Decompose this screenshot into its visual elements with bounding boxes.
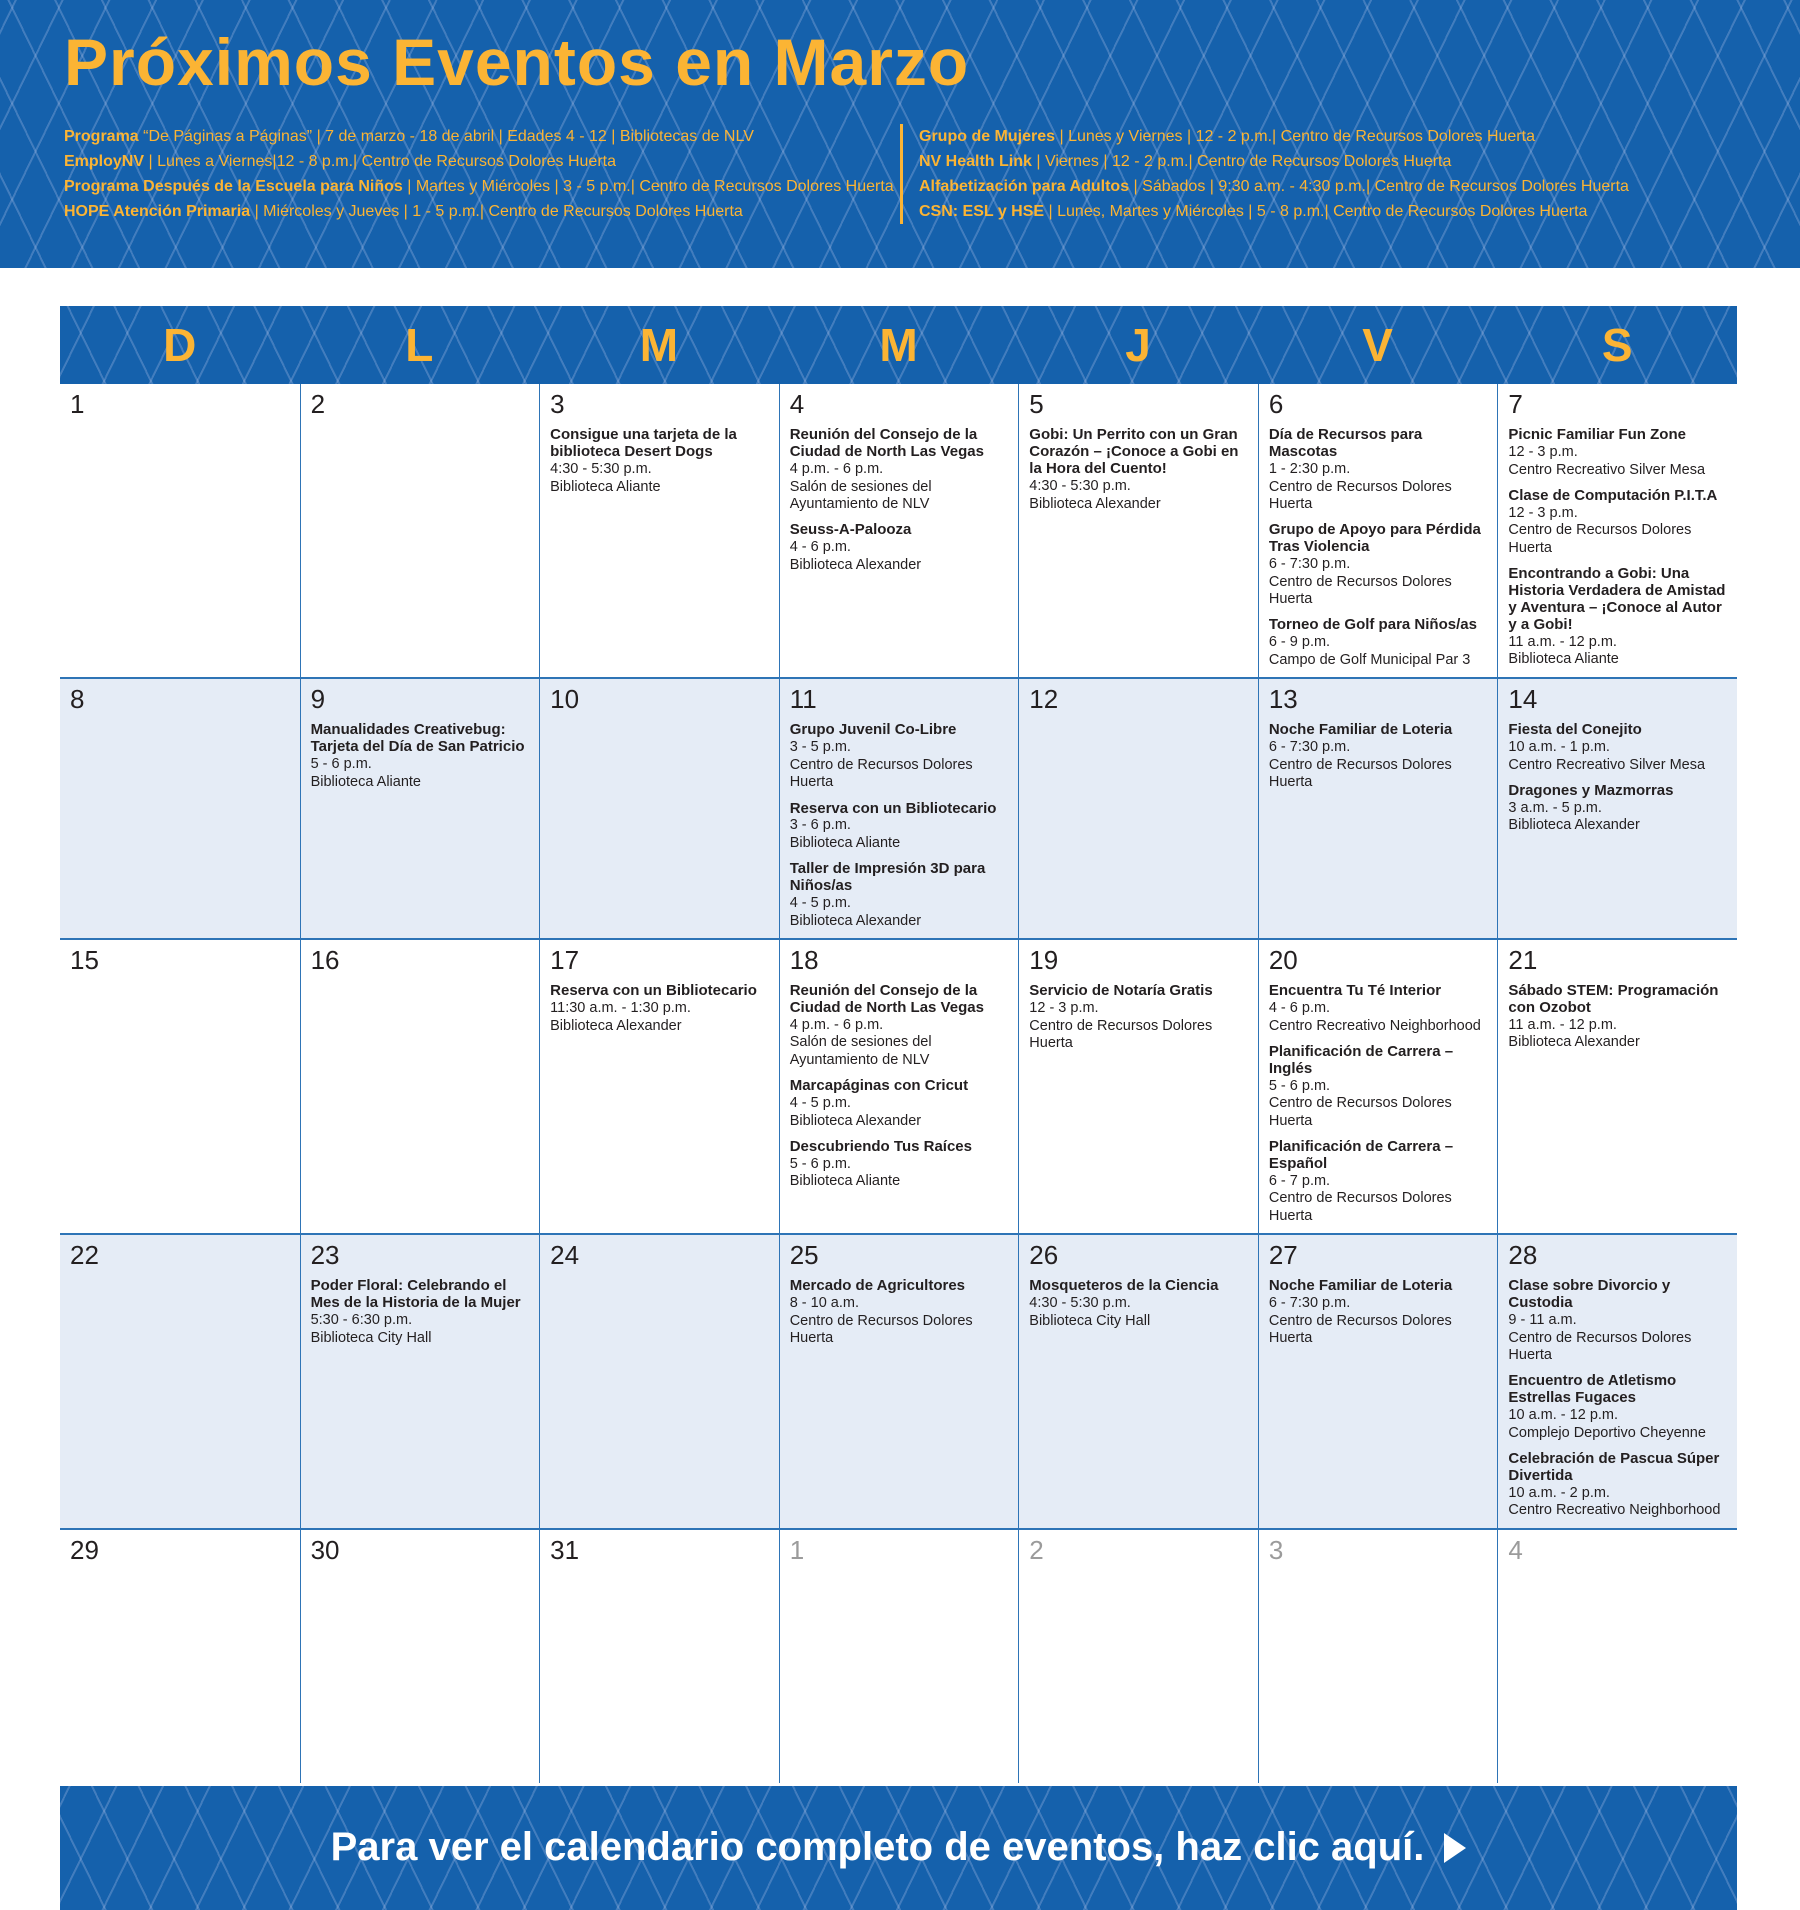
event <box>1508 566 1732 669</box>
event-location: Centro de Recursos Dolores Huerta <box>1508 1329 1692 1363</box>
day-cell <box>60 384 300 677</box>
event <box>790 427 1014 513</box>
event-location: Campo de Golf Municipal Par 3 <box>1268 651 1471 668</box>
day-number: 30 <box>310 1534 340 1565</box>
event-time: 3 a.m. - 5 p.m. <box>1508 800 1602 817</box>
event-location: Biblioteca Alexander <box>1508 817 1640 834</box>
program-name: Grupo de Mujeres <box>919 128 1060 145</box>
day-cell <box>779 1530 1019 1783</box>
day-cell <box>60 679 300 938</box>
day-number: 29 <box>70 1534 99 1565</box>
event-title: Poder Floral: Celebrando el Mes de la Historia de la Mujer <box>310 1277 521 1312</box>
day-cell <box>539 679 779 938</box>
weekday-letters <box>60 306 1737 384</box>
program-details: | Sábados | 9:30 a.m. - 4:30 p.m.| Centro de Recursos Dolores Huerta <box>1133 178 1629 195</box>
day-cell <box>300 1235 540 1528</box>
event-title: Grupo de Apoyo para Pérdida Tras Violencia <box>1268 521 1481 556</box>
event-location: Biblioteca Aliante <box>550 478 661 495</box>
event-time: 10 a.m. - 12 p.m. <box>1508 1407 1619 1424</box>
day-cell <box>1258 940 1498 1233</box>
event-time: 9 - 11 a.m. <box>1508 1312 1577 1329</box>
event-location: Biblioteca City Hall <box>310 1329 432 1346</box>
event-title: Servicio de Notaría Gratis <box>1029 982 1213 1000</box>
event-time: 5 - 6 p.m. <box>1268 1077 1331 1094</box>
program-details: | Lunes, Martes y Miércoles | 5 - 8 p.m.| Centro de Recursos Dolores Huerta <box>1048 203 1588 220</box>
week-row <box>60 1528 1737 1783</box>
program-name: Programa <box>64 128 144 145</box>
event <box>790 722 1014 791</box>
event-time: 4 - 6 p.m. <box>789 539 851 556</box>
day-number: 14 <box>1508 684 1538 715</box>
event-time: 4 p.m. - 6 p.m. <box>789 1017 884 1034</box>
event-title: Planificación de Carrera – Español <box>1268 1137 1454 1172</box>
event-title: Encontrando a Gobi: Una Historia Verdadera de Amistad y Aventura – ¡Conoce al Autor y a Gobi! <box>1508 565 1726 633</box>
day-number: 4 <box>1508 1534 1523 1565</box>
day-cell <box>779 1235 1019 1528</box>
event-title: Descubriendo Tus Raíces <box>789 1137 972 1155</box>
event-location: Biblioteca Aliante <box>1508 651 1619 668</box>
event <box>1508 783 1732 835</box>
event <box>1029 983 1253 1052</box>
program-line <box>919 174 1760 199</box>
event <box>1269 427 1493 513</box>
day-number: 2 <box>1029 1534 1044 1565</box>
event <box>311 722 535 791</box>
day-cell <box>1018 1235 1258 1528</box>
event-time: 5:30 - 6:30 p.m. <box>310 1312 413 1329</box>
event-title: Clase de Computación P.I.T.A <box>1508 487 1718 505</box>
event <box>1508 1451 1732 1520</box>
day-number: 20 <box>1268 944 1298 975</box>
event-time: 12 - 3 p.m. <box>1029 1000 1099 1017</box>
event-time: 11:30 a.m. - 1:30 p.m. <box>550 1000 691 1017</box>
event-title: Mercado de Agricultores <box>789 1277 966 1295</box>
event <box>1029 427 1253 513</box>
program-line <box>919 149 1760 174</box>
event-title: Seuss-A-Palooza <box>789 521 912 539</box>
event-title: Gobi: Un Perrito con un Gran Corazón – ¡Conoce a Gobi en la Hora del Cuento! <box>1029 426 1239 478</box>
program-name: Alfabetización para Adultos <box>919 178 1134 195</box>
day-cell <box>1018 384 1258 677</box>
day-number: 3 <box>550 389 565 419</box>
event <box>1508 722 1732 774</box>
event-title: Reunión del Consejo de la Ciudad de North Las Vegas <box>789 982 984 1017</box>
day-number: 26 <box>1029 1240 1059 1270</box>
event-time: 11 a.m. - 12 p.m. <box>1508 633 1617 650</box>
footer-link-text[interactable]: Para ver el calendario completo de eventos, haz clic aquí. <box>330 1825 1425 1870</box>
event-time: 3 - 5 p.m. <box>789 739 851 756</box>
program-name: CSN: ESL y HSE <box>919 203 1049 220</box>
program-line <box>919 199 1760 224</box>
day-number: 15 <box>70 944 99 975</box>
program-line <box>64 149 900 174</box>
day-cell <box>60 1530 300 1783</box>
event-time: 5 - 6 p.m. <box>310 756 372 773</box>
day-number: 1 <box>70 389 85 419</box>
day-number: 3 <box>1268 1534 1284 1565</box>
day-cell <box>1258 384 1498 677</box>
event-location: Biblioteca City Hall <box>1029 1312 1151 1329</box>
event-title: Grupo Juvenil Co-Libre <box>789 721 957 739</box>
event <box>1508 488 1732 557</box>
weekday-letter: J <box>1125 319 1151 371</box>
event <box>1269 1278 1493 1347</box>
event <box>790 1078 1014 1130</box>
event <box>1508 1373 1732 1442</box>
event-title: Celebración de Pascua Súper Divertida <box>1508 1450 1720 1484</box>
programs-left <box>64 124 900 224</box>
weekday-letter: M <box>639 319 679 371</box>
program-details: | Martes y Miércoles | 3 - 5 p.m.| Centro de Recursos Dolores Huerta <box>407 178 894 195</box>
program-details: “De Páginas a Páginas” | 7 de marzo - 18 de abril | Edades 4 - 12 | Bibliotecas de NLV <box>143 128 754 145</box>
day-cell <box>1497 1530 1737 1783</box>
event-location: Biblioteca Alexander <box>1029 495 1161 512</box>
event-location: Biblioteca Aliante <box>789 834 901 851</box>
event-title: Reserva con un Bibliotecario <box>550 982 757 1000</box>
event-location: Centro de Recursos Dolores Huerta <box>1508 522 1692 556</box>
event <box>1508 1278 1732 1364</box>
weekday-letter: M <box>879 319 918 371</box>
arrow-right-icon <box>1444 1833 1466 1863</box>
event-time: 4 - 6 p.m. <box>1268 1000 1331 1017</box>
day-cell <box>300 679 540 938</box>
programs-right <box>900 124 1760 224</box>
event-time: 1 - 2:30 p.m. <box>1268 461 1351 478</box>
week-row <box>60 938 1737 1233</box>
event-title: Fiesta del Conejito <box>1508 721 1642 739</box>
day-cell <box>1258 679 1498 938</box>
event-time: 12 - 3 p.m. <box>1508 504 1578 521</box>
event-title: Manualidades Creativebug: Tarjeta del Día de San Patricio <box>310 721 525 756</box>
event-time: 6 - 7:30 p.m. <box>1268 739 1351 756</box>
event-title: Taller de Impresión 3D para Niños/as <box>789 860 986 895</box>
day-number: 7 <box>1508 389 1523 419</box>
day-cell <box>539 1235 779 1528</box>
day-number: 2 <box>310 389 326 419</box>
day-number: 31 <box>550 1534 580 1565</box>
event-location: Salón de sesiones del Ayuntamiento de NLV <box>789 478 932 512</box>
day-number: 19 <box>1029 944 1059 975</box>
event-title: Noche Familiar de Loteria <box>1268 721 1453 739</box>
day-cell <box>779 679 1019 938</box>
day-cell <box>300 384 540 677</box>
event-location: Centro Recreativo Silver Mesa <box>1508 756 1706 773</box>
day-cell <box>779 384 1019 677</box>
event <box>550 427 774 496</box>
calendar-grid <box>60 384 1737 1783</box>
day-cell <box>1018 940 1258 1233</box>
day-number: 18 <box>789 944 819 975</box>
day-number: 13 <box>1268 684 1298 715</box>
program-details: | Viernes | 12 - 2 p.m.| Centro de Recursos Dolores Huerta <box>1036 153 1452 170</box>
event <box>790 801 1014 853</box>
event <box>550 983 774 1035</box>
day-number: 28 <box>1508 1240 1538 1270</box>
day-number: 21 <box>1508 944 1538 975</box>
event-time: 4:30 - 5:30 p.m. <box>1029 1295 1131 1312</box>
weekday-letter: V <box>1362 319 1393 371</box>
event-location: Centro Recreativo Neighborhood <box>1508 1502 1721 1519</box>
weekday-header <box>60 306 1737 384</box>
event-time: 6 - 7 p.m. <box>1268 1172 1331 1189</box>
day-cell <box>539 384 779 677</box>
event-time: 11 a.m. - 12 p.m. <box>1508 1017 1617 1034</box>
program-details: | Lunes a Viernes|12 - 8 p.m.| Centro de Recursos Dolores Huerta <box>148 153 616 170</box>
day-number: 4 <box>789 389 805 419</box>
event-location: Biblioteca Alexander <box>789 1112 922 1129</box>
event-time: 4 p.m. - 6 p.m. <box>789 461 884 478</box>
event-location: Centro de Recursos Dolores Huerta <box>1268 1312 1452 1347</box>
event-time: 6 - 7:30 p.m. <box>1268 556 1351 573</box>
event <box>1269 522 1493 608</box>
program-name: NV Health Link <box>919 153 1037 170</box>
day-number: 6 <box>1268 389 1284 419</box>
program-name: Programa Después de la Escuela para Niños <box>64 178 408 195</box>
event-title: Reserva con un Bibliotecario <box>789 799 997 817</box>
page-title: Próximos Eventos en Marzo <box>64 25 970 99</box>
program-name: HOPE Atención Primaria <box>64 203 255 220</box>
event-title: Mosqueteros de la Ciencia <box>1029 1277 1219 1295</box>
event-title: Encuentro de Atletismo Estrellas Fugaces <box>1508 1372 1677 1407</box>
event-time: 5 - 6 p.m. <box>789 1155 851 1172</box>
header <box>0 0 1800 268</box>
event <box>790 983 1014 1069</box>
event <box>1029 1278 1253 1330</box>
event <box>1269 1044 1493 1130</box>
event-title: Reunión del Consejo de la Ciudad de North Las Vegas <box>789 426 984 461</box>
event-location: Centro de Recursos Dolores Huerta <box>1268 573 1452 607</box>
day-cell <box>539 940 779 1233</box>
program-line <box>64 174 900 199</box>
day-number: 24 <box>550 1240 580 1270</box>
day-cell <box>300 1530 540 1783</box>
day-cell <box>1497 1235 1737 1528</box>
week-row <box>60 1233 1737 1528</box>
event-location: Biblioteca Alexander <box>789 556 922 573</box>
event-location: Centro de Recursos Dolores Huerta <box>1268 756 1452 791</box>
event-location: Centro de Recursos Dolores Huerta <box>1268 1190 1452 1224</box>
event-location: Centro Recreativo Silver Mesa <box>1508 461 1706 478</box>
day-cell <box>539 1530 779 1783</box>
program-details: | Miércoles y Jueves | 1 - 5 p.m.| Centro de Recursos Dolores Huerta <box>254 203 743 220</box>
footer-link-banner[interactable] <box>60 1786 1737 1910</box>
day-cell <box>1018 1530 1258 1783</box>
recurring-programs <box>64 124 1760 224</box>
event-title: Marcapáginas con Cricut <box>789 1077 969 1095</box>
weekday-letter: L <box>405 319 434 371</box>
event-location: Centro de Recursos Dolores Huerta <box>789 756 973 791</box>
day-cell <box>1497 384 1737 677</box>
weekday-letter: S <box>1601 319 1633 371</box>
day-number: 23 <box>310 1240 340 1270</box>
event-time: 10 a.m. - 1 p.m. <box>1508 739 1610 756</box>
day-number: 11 <box>789 684 817 715</box>
event-title: Clase sobre Divorcio y Custodia <box>1508 1277 1671 1312</box>
event-time: 4:30 - 5:30 p.m. <box>1029 478 1131 495</box>
event <box>790 522 1014 574</box>
event-location: Salón de sesiones del Ayuntamiento de NLV <box>789 1034 932 1068</box>
program-line <box>919 124 1760 149</box>
event-location: Biblioteca Aliante <box>310 773 421 790</box>
day-number: 12 <box>1029 684 1059 715</box>
event-location: Centro de Recursos Dolores Huerta <box>789 1312 973 1347</box>
event <box>1508 427 1732 479</box>
day-number: 9 <box>310 684 326 715</box>
day-cell <box>1258 1235 1498 1528</box>
event-title: Consigue una tarjeta de la biblioteca Desert Dogs <box>550 426 737 461</box>
event <box>790 1139 1014 1191</box>
day-number: 5 <box>1029 389 1044 419</box>
weekday-letter: D <box>163 319 197 371</box>
event-location: Centro de Recursos Dolores Huerta <box>1029 1017 1213 1051</box>
day-number: 1 <box>789 1534 805 1565</box>
day-number: 8 <box>70 684 85 715</box>
event-time: 12 - 3 p.m. <box>1508 444 1578 461</box>
day-number: 25 <box>789 1240 819 1270</box>
event <box>790 861 1014 930</box>
event-time: 4 - 5 p.m. <box>789 1095 851 1112</box>
event-title: Día de Recursos para Mascotas <box>1268 426 1423 461</box>
event-location: Biblioteca Alexander <box>789 912 922 929</box>
event-time: 3 - 6 p.m. <box>789 817 851 834</box>
day-number: 22 <box>70 1240 99 1270</box>
day-number: 16 <box>310 944 340 975</box>
event <box>311 1278 535 1347</box>
event-title: Noche Familiar de Loteria <box>1268 1277 1453 1295</box>
event-title: Picnic Familiar Fun Zone <box>1508 426 1686 444</box>
day-cell <box>1497 940 1737 1233</box>
program-name: EmployNV <box>64 153 149 170</box>
event-title: Encuentra Tu Té Interior <box>1268 982 1442 1000</box>
event <box>1269 983 1493 1035</box>
event-time: 4:30 - 5:30 p.m. <box>550 461 652 478</box>
day-cell <box>60 940 300 1233</box>
event-title: Sábado STEM: Programación con Ozobot <box>1508 982 1719 1017</box>
week-row <box>60 677 1737 938</box>
event-time: 6 - 7:30 p.m. <box>1268 1295 1351 1312</box>
event-location: Biblioteca Alexander <box>1508 1034 1640 1051</box>
day-cell <box>779 940 1019 1233</box>
program-line <box>64 124 900 149</box>
day-cell <box>300 940 540 1233</box>
event <box>1508 983 1732 1052</box>
event-location: Biblioteca Alexander <box>550 1017 682 1034</box>
event-location: Complejo Deportivo Cheyenne <box>1508 1424 1706 1441</box>
event-title: Dragones y Mazmorras <box>1508 782 1674 800</box>
event <box>1269 722 1493 791</box>
event-location: Centro Recreativo Neighborhood <box>1268 1017 1481 1034</box>
day-number: 27 <box>1268 1240 1298 1270</box>
event-location: Centro de Recursos Dolores Huerta <box>1268 1095 1452 1129</box>
event <box>1269 1139 1493 1225</box>
event-time: 10 a.m. - 2 p.m. <box>1508 1484 1610 1501</box>
event <box>1269 617 1493 669</box>
day-cell <box>60 1235 300 1528</box>
day-cell <box>1258 1530 1498 1783</box>
event-location: Biblioteca Aliante <box>789 1173 901 1190</box>
program-details: | Lunes y Viernes | 12 - 2 p.m.| Centro de Recursos Dolores Huerta <box>1059 128 1535 145</box>
event-time: 4 - 5 p.m. <box>789 895 851 912</box>
event-title: Planificación de Carrera – Inglés <box>1268 1042 1454 1077</box>
event <box>790 1278 1014 1347</box>
event-time: 6 - 9 p.m. <box>1268 634 1331 651</box>
day-number: 17 <box>550 944 580 975</box>
day-number: 10 <box>550 684 580 715</box>
event-title: Torneo de Golf para Niños/as <box>1268 616 1477 634</box>
day-cell <box>1018 679 1258 938</box>
event-location: Centro de Recursos Dolores Huerta <box>1268 478 1452 512</box>
program-line <box>64 199 900 224</box>
day-cell <box>1497 679 1737 938</box>
event-time: 8 - 10 a.m. <box>789 1295 860 1312</box>
week-row <box>60 384 1737 677</box>
